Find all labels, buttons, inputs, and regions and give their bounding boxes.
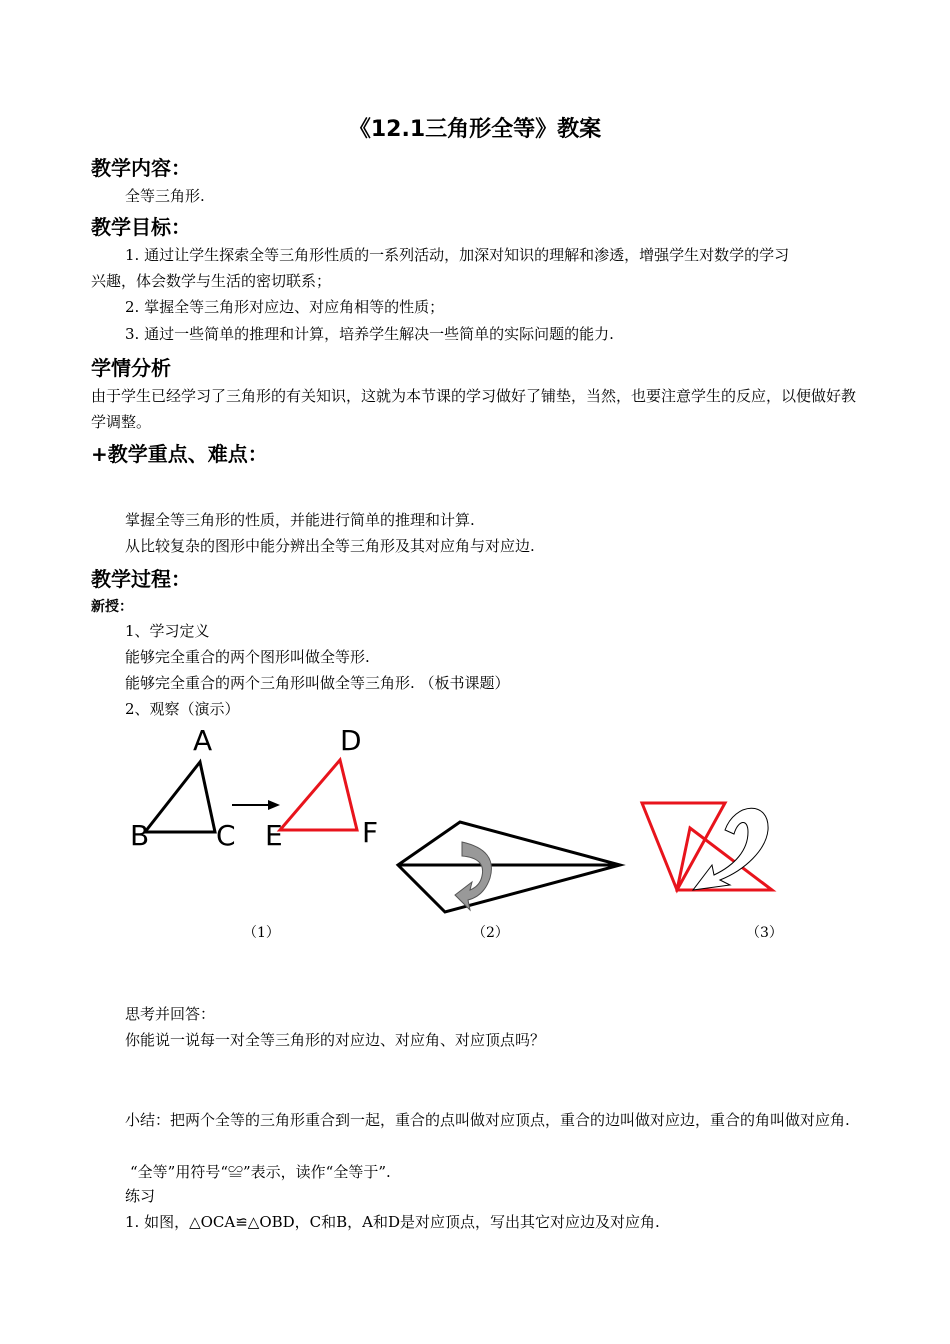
exercise-1: 1. 如图，△OCA≌△OBD，C和B，A和D是对应顶点，写出其它对应边及对应角. [125, 1213, 660, 1231]
think-label: 思考并回答： [125, 1005, 216, 1023]
label-b: B [130, 819, 150, 852]
analysis-heading: 学情分析 [91, 356, 171, 380]
content-heading: 教学内容： [91, 156, 191, 180]
step-2: 2、观察（演示） [125, 700, 240, 718]
new-lesson-label: 新授： [91, 599, 133, 615]
practice-label: 练习 [125, 1187, 156, 1205]
triangle-figures [0, 720, 950, 960]
goal-3: 3. 通过一些简单的推理和计算，培养学生解决一些简单的实际问题的能力. [125, 325, 614, 343]
kite-shape [398, 822, 620, 912]
content-text: 全等三角形. [125, 187, 205, 205]
question-text: 你能说一说每一对全等三角形的对应边、对应角、对应顶点吗？ [125, 1031, 546, 1049]
caption-2: （2） [472, 925, 509, 941]
key-point-1: 掌握全等三角形的性质，并能进行简单的推理和计算. [125, 511, 475, 529]
label-f: F [362, 816, 379, 849]
label-e: E [265, 819, 283, 852]
key-points-heading: +教学重点、难点： [91, 442, 268, 466]
analysis-text: 由于学生已经学习了三角形的有关知识，这就为本节课的学习做好了铺垫，当然，也要注意学生的反应，以便做好教学调整。 [91, 387, 857, 431]
document-title: 《12.1三角形全等》教案 [348, 117, 602, 142]
triangle-def [280, 760, 357, 830]
label-d: D [340, 724, 362, 757]
process-heading: 教学过程： [91, 567, 191, 591]
symbol-text: “全等”用符号“≌”表示，读作“全等于”. [130, 1163, 391, 1181]
summary-text: 小结：把两个全等的三角形重合到一起，重合的点叫做对应顶点，重合的边叫做对应边，重合的角叫做对应角. [125, 1111, 850, 1129]
goals-heading: 教学目标： [91, 215, 191, 239]
caption-3: （3） [746, 925, 783, 941]
definition-1: 能够完全重合的两个图形叫做全等形. [125, 648, 370, 666]
caption-1: （1） [243, 925, 280, 941]
translation-arrowhead [268, 800, 280, 810]
label-c: C [216, 819, 236, 852]
triangle-abc [145, 762, 215, 832]
key-point-2: 从比较复杂的图形中能分辨出全等三角形及其对应角与对应边. [125, 537, 535, 555]
goal-1-line1: 1. 通过让学生探索全等三角形性质的一系列活动，加深对知识的理解和渗透，增强学生对数学的学习 [125, 246, 790, 264]
step-1: 1、学习定义 [125, 622, 210, 640]
label-a: A [193, 724, 213, 757]
definition-2: 能够完全重合的两个三角形叫做全等三角形. （板书课题） [125, 674, 510, 692]
goal-2: 2. 掌握全等三角形对应边、对应角相等的性质； [125, 298, 445, 316]
goal-1-line2: 兴趣，体会数学与生活的密切联系； [91, 272, 332, 290]
